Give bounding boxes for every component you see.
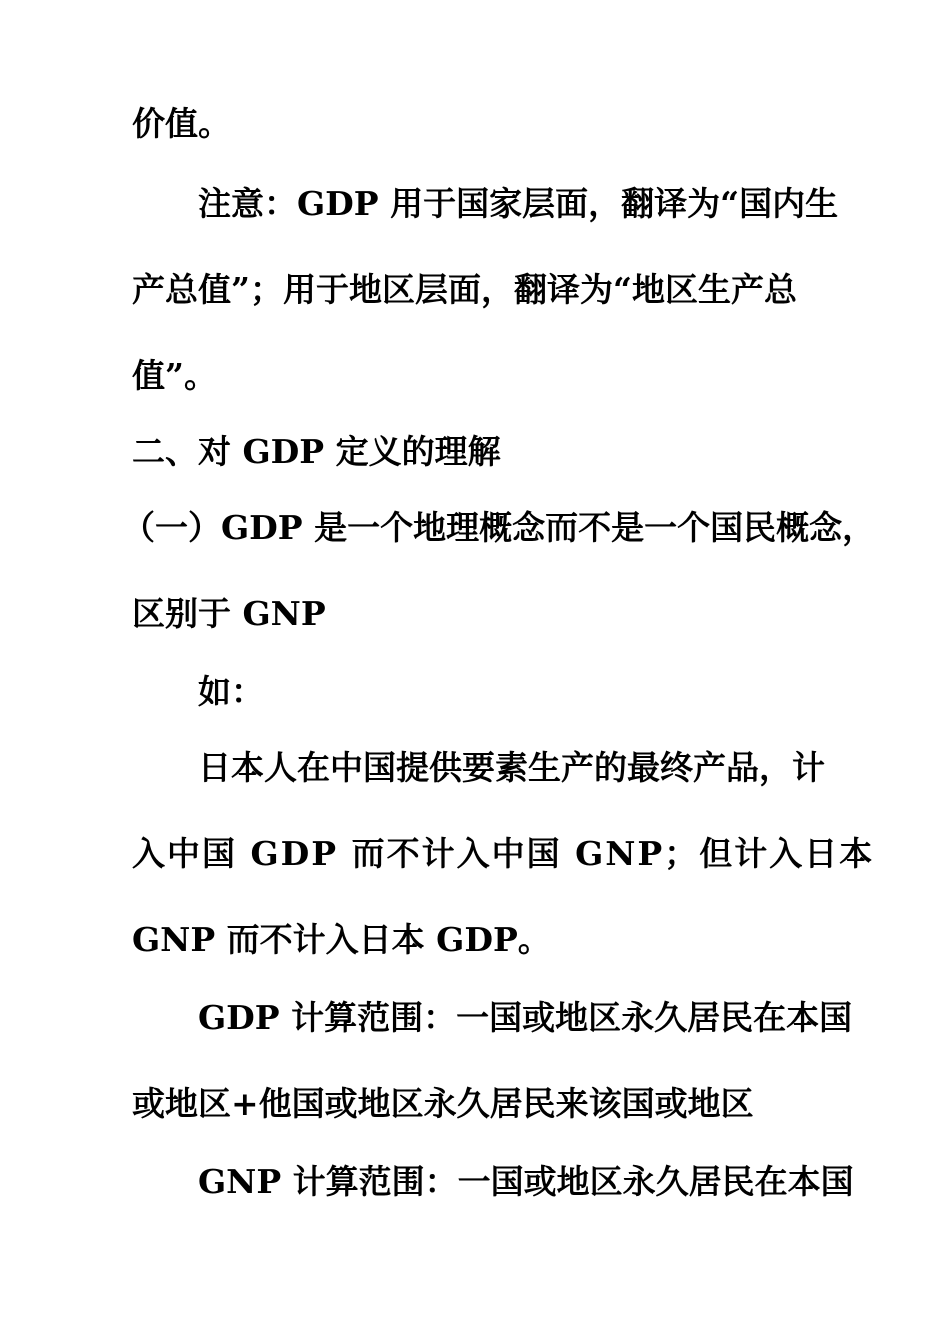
paragraph-line: 价值。 (132, 104, 231, 143)
paragraph-line: GNP 计算范围：一国或地区永久居民在本国 (198, 1162, 854, 1201)
subsection-heading-continuation: 区别于 GNP (132, 594, 326, 633)
paragraph-line: 如： (198, 672, 264, 711)
subsection-heading: （一）GDP 是一个地理概念而不是一个国民概念， (122, 508, 876, 547)
paragraph-line: 注意：GDP 用于国家层面，翻译为“国内生 (198, 184, 839, 223)
paragraph-line: GDP 计算范围：一国或地区永久居民在本国 (198, 998, 853, 1037)
paragraph-line: 入中国 GDP 而不计入中国 GNP；但计入日本 (132, 834, 875, 873)
paragraph-line: GNP 而不计入日本 GDP。 (132, 920, 551, 959)
section-heading: 二、对 GDP 定义的理解 (132, 432, 501, 471)
paragraph-line: 或地区+他国或地区永久居民来该国或地区 (132, 1084, 754, 1123)
paragraph-line: 产总值”；用于地区层面，翻译为“地区生产总 (132, 270, 797, 309)
paragraph-line: 值”。 (132, 356, 217, 395)
paragraph-line: 日本人在中国提供要素生产的最终产品，计 (198, 748, 825, 787)
